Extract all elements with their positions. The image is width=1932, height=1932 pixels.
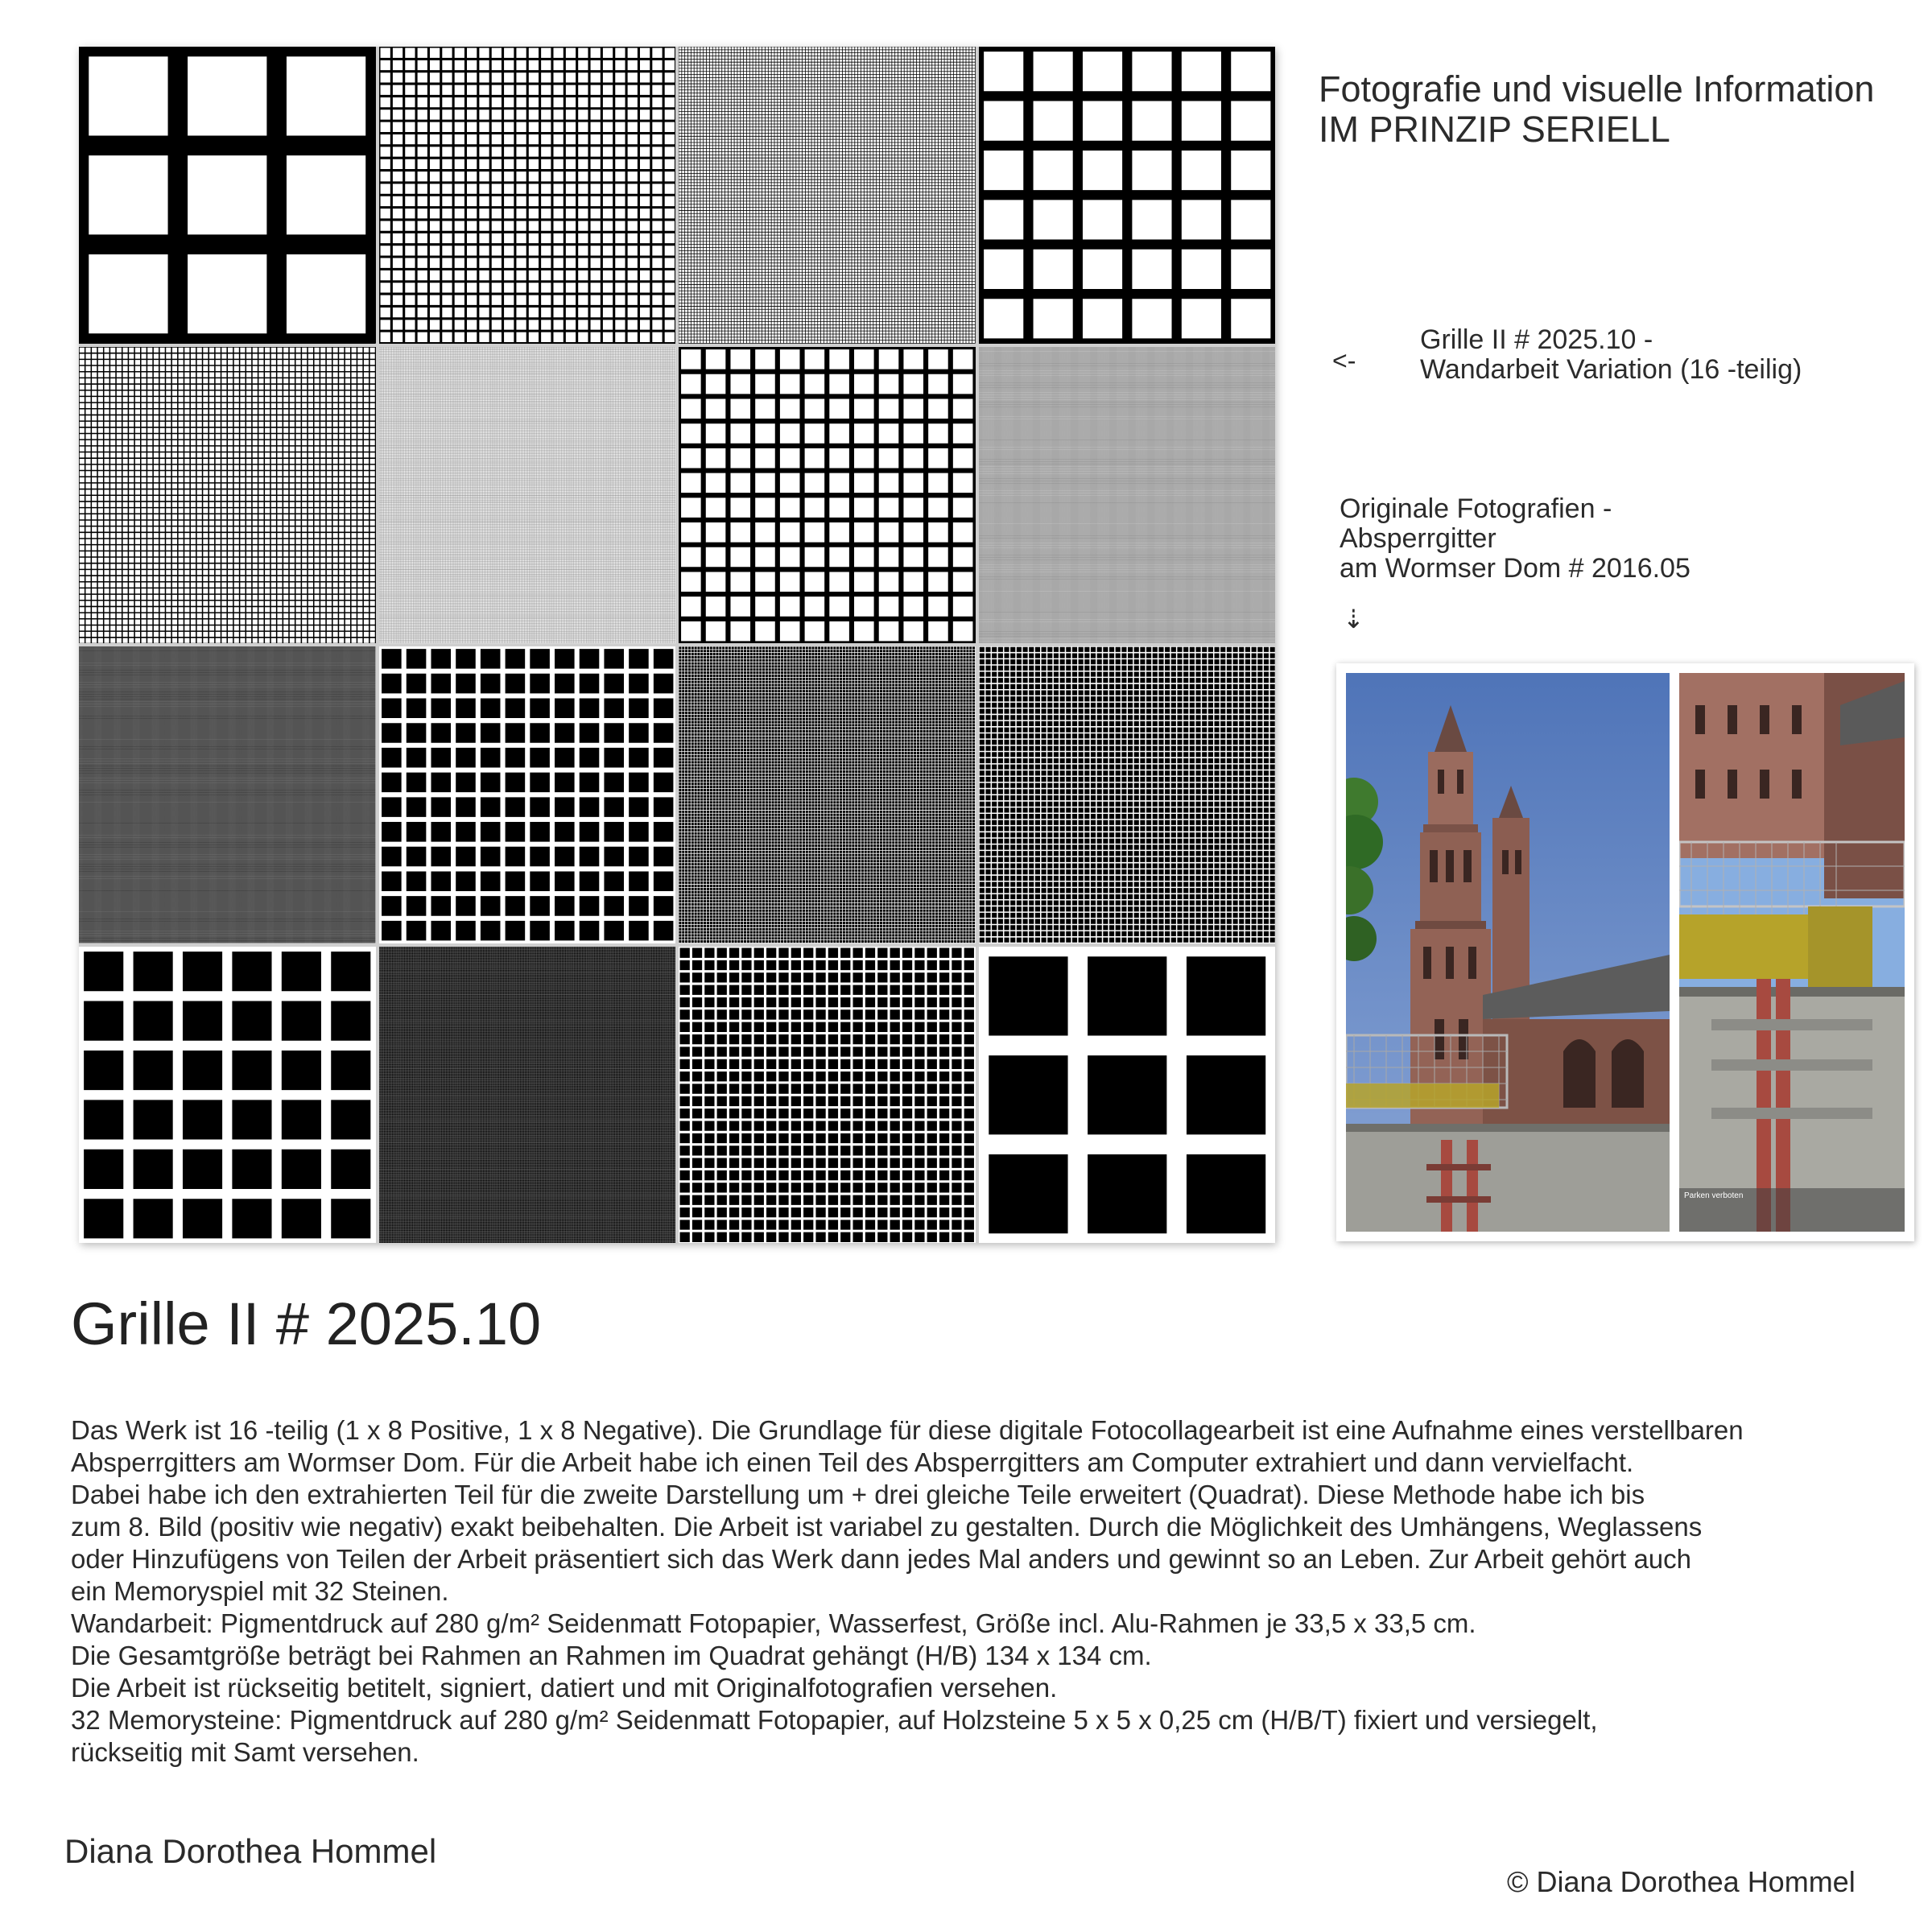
grid-tile-negative [79,646,376,943]
grid-tile-negative [679,947,976,1244]
grid-pattern [79,947,376,1244]
tile-grid [79,47,1275,1243]
grid-pattern [679,947,976,1244]
copyright-notice: © Diana Dorothea Hommel [1507,1865,1856,1898]
cathedral-tower-illustration [1346,673,1670,1232]
grid-pattern [79,646,376,943]
grid-tile-positive [679,47,976,344]
series-caption [1420,325,1802,385]
grid-tile-negative [379,646,676,943]
description-line: ein Memoryspiel mit 32 Steinen. [71,1576,449,1606]
grid-tile-negative [79,947,376,1244]
grid-tile-negative [979,646,1276,943]
grid-pattern [79,47,376,344]
grid-pattern [79,347,376,644]
grid-pattern [979,47,1276,344]
parking-sign-text: Parken verboten [1684,1191,1744,1200]
artwork-grid [79,47,1275,1243]
grid-tile-positive [679,347,976,644]
artist-signature: Diana Dorothea Hommel [64,1832,437,1870]
fence-detail-illustration [1679,673,1905,1232]
description-line: zum 8. Bild (positiv wie negativ) exakt beibehalten. Die Arbeit ist variabel zu gestalten. Durch die Möglichkeit des Umhängens, Weglassens [71,1512,1703,1542]
grid-pattern [679,47,976,344]
grid-tile-positive [379,47,676,344]
grid-pattern [679,347,976,644]
header-line-2: IM PRINZIP SERIELL [1319,109,1670,150]
caption-line-1: Grille II # 2025.10 - [1420,324,1653,355]
description-line: Dabei habe ich den extrahierten Teil für die zweite Darstellung um + drei gleiche Teile erweitert (Quadrat). Diese Methode habe ich bis [71,1480,1645,1509]
grid-pattern [679,646,976,943]
description-line: Absperrgitters am Wormser Dom. Für die Arbeit habe ich einen Teil des Absperrgitters am Computer extrahiert und dann vervielfacht. [71,1447,1634,1477]
grid-pattern [979,947,1276,1244]
description-line: Die Gesamtgröße beträgt bei Rahmen an Rahmen im Quadrat gehängt (H/B) 134 x 134 cm. [71,1641,1152,1670]
photo-cathedral-tower [1346,673,1670,1232]
originals-line-3: am Wormser Dom # 2016.05 [1340,553,1690,584]
originals-caption [1340,494,1690,584]
grid-tile-positive [79,347,376,644]
header [1319,69,1874,150]
originals-line-1: Originale Fotografien - [1340,493,1612,524]
grid-pattern [379,347,676,644]
header-line-1: Fotografie und visuelle Information [1319,68,1875,109]
photo-fence-detail [1679,673,1905,1232]
grid-tile-positive [379,347,676,644]
artwork-title: Grille II # 2025.10 [71,1290,542,1357]
grid-tile-positive [979,47,1276,344]
arrow-left-icon: <- [1332,346,1356,375]
description-line: Das Werk ist 16 -teilig (1 x 8 Positive, 1 x 8 Negative). Die Grundlage für diese digitale Fotocollagearbeit ist eine Aufnahme eines verstellbaren [71,1415,1744,1445]
description-line: 32 Memorysteine: Pigmentdruck auf 280 g/m² Seidenmatt Fotopapier, auf Holzsteine 5 x 5 x 0,25 cm (H/B/T) fixiert und versiegelt, [71,1705,1598,1735]
description-line: Die Arbeit ist rückseitig betitelt, signiert, datiert und mit Originalfotografien versehen. [71,1673,1058,1703]
originals-line-2: Absperrgitter [1340,523,1496,554]
grid-pattern [379,646,676,943]
description-line: Wandarbeit: Pigmentdruck auf 280 g/m² Seidenmatt Fotopapier, Wasserfest, Größe incl. Alu-Rahmen je 33,5 x 33,5 cm. [71,1608,1476,1638]
grid-pattern [979,347,1276,644]
caption-line-2: Wandarbeit Variation (16 -teilig) [1420,354,1802,385]
grid-tile-negative [979,947,1276,1244]
grid-tile-positive [979,347,1276,644]
description-line: rückseitig mit Samt versehen. [71,1737,419,1767]
grid-pattern [379,47,676,344]
original-photos-frame [1336,663,1914,1241]
grid-pattern [379,947,676,1244]
description-line: oder Hinzufügens von Teilen der Arbeit präsentiert sich das Werk dann jedes Mal anders und gewinnt so an Leben. Zur Arbeit gehört auch [71,1544,1691,1574]
arrow-down-icon: ⇣ [1343,605,1364,634]
grid-tile-negative [679,646,976,943]
grid-tile-positive [79,47,376,344]
artwork-description [71,1414,1922,1769]
grid-tile-negative [379,947,676,1244]
grid-pattern [979,646,1276,943]
